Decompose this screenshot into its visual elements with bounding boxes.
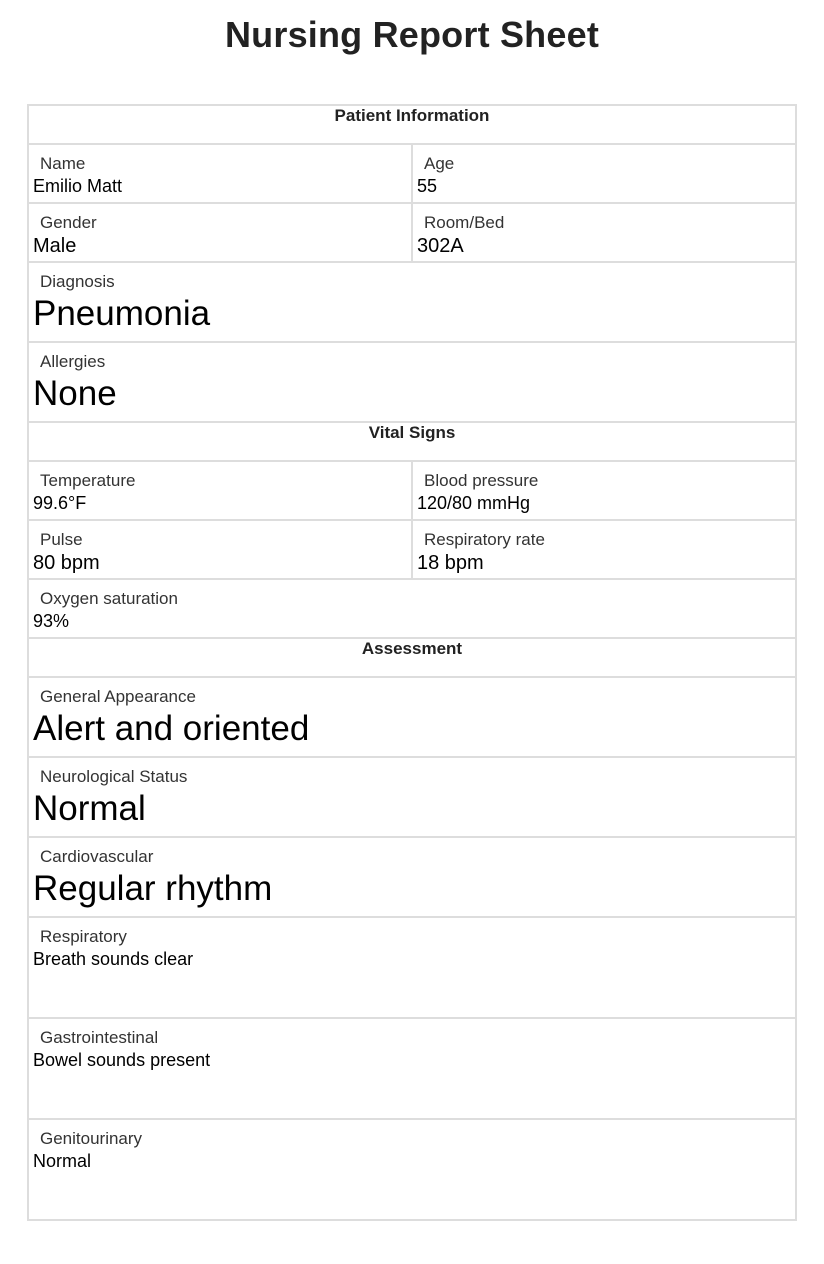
- field-value: Normal: [33, 789, 146, 828]
- field-value: Pneumonia: [33, 294, 211, 333]
- field-value: 99.6°F: [33, 493, 87, 513]
- field-label: Temperature: [40, 471, 136, 490]
- table-row: [28, 342, 796, 422]
- field-label: Neurological Status: [40, 767, 188, 786]
- field-value: None: [33, 374, 117, 413]
- table-row: [28, 520, 796, 579]
- field-pulse: [28, 520, 412, 579]
- table-row: [28, 262, 796, 342]
- field-label: Blood pressure: [424, 471, 539, 490]
- field-label: Gastrointestinal: [40, 1028, 159, 1047]
- field-respiratory: [28, 917, 796, 1018]
- field-label: Room/Bed: [424, 213, 505, 232]
- field-label: Cardiovascular: [40, 847, 154, 866]
- table-row: [28, 144, 796, 203]
- section-header-row: [28, 638, 796, 677]
- field-label: Pulse: [40, 530, 83, 549]
- field-label: Age: [424, 154, 455, 173]
- field-label: Respiratory: [40, 927, 127, 946]
- field-value: Emilio Matt: [33, 176, 123, 196]
- section-heading-assessment: Assessment: [28, 638, 796, 677]
- table-row: [28, 757, 796, 837]
- field-allergies: [28, 342, 796, 422]
- field-value: Breath sounds clear: [33, 949, 194, 969]
- field-value: Normal: [33, 1151, 92, 1171]
- field-label: Oxygen saturation: [40, 589, 178, 608]
- field-genitourinary: [28, 1119, 796, 1220]
- field-name: [28, 144, 412, 203]
- field-value: 120/80 mmHg: [417, 493, 531, 513]
- nursing-report-table: [27, 104, 797, 1221]
- field-value: 93%: [33, 611, 70, 631]
- field-label: Allergies: [40, 352, 106, 371]
- field-room-bed: [412, 203, 796, 262]
- field-age: [412, 144, 796, 203]
- field-label: Genitourinary: [40, 1129, 143, 1148]
- section-header-row: [28, 105, 796, 144]
- field-label: Diagnosis: [40, 272, 115, 291]
- table-row: [28, 1018, 796, 1119]
- field-value: 302A: [417, 235, 464, 257]
- field-value: Bowel sounds present: [33, 1050, 211, 1070]
- field-respiratory-rate: [412, 520, 796, 579]
- field-gender: [28, 203, 412, 262]
- section-heading-patient-information: Patient Information: [28, 105, 796, 144]
- field-value: 80 bpm: [33, 552, 100, 574]
- field-general-appearance: [28, 677, 796, 757]
- section-heading-vital-signs: Vital Signs: [28, 422, 796, 461]
- table-row: [28, 461, 796, 520]
- field-temperature: [28, 461, 412, 520]
- field-blood-pressure: [412, 461, 796, 520]
- field-label: Gender: [40, 213, 97, 232]
- table-row: [28, 1119, 796, 1220]
- table-row: [28, 579, 796, 638]
- table-row: [28, 837, 796, 917]
- field-cardiovascular: [28, 837, 796, 917]
- field-value: 18 bpm: [417, 552, 484, 574]
- field-label: General Appearance: [40, 687, 196, 706]
- field-gastrointestinal: [28, 1018, 796, 1119]
- page-title: Nursing Report Sheet: [224, 14, 600, 55]
- field-neurological-status: [28, 757, 796, 837]
- table-row: [28, 203, 796, 262]
- table-row: [28, 677, 796, 757]
- field-oxygen-saturation: [28, 579, 796, 638]
- field-label: Respiratory rate: [424, 530, 545, 549]
- field-value: Male: [33, 235, 77, 257]
- field-label: Name: [40, 154, 86, 173]
- field-value: 55: [417, 176, 438, 196]
- field-value: Regular rhythm: [33, 869, 273, 908]
- section-header-row: [28, 422, 796, 461]
- field-value: Alert and oriented: [33, 709, 310, 748]
- table-row: [28, 917, 796, 1018]
- field-diagnosis: [28, 262, 796, 342]
